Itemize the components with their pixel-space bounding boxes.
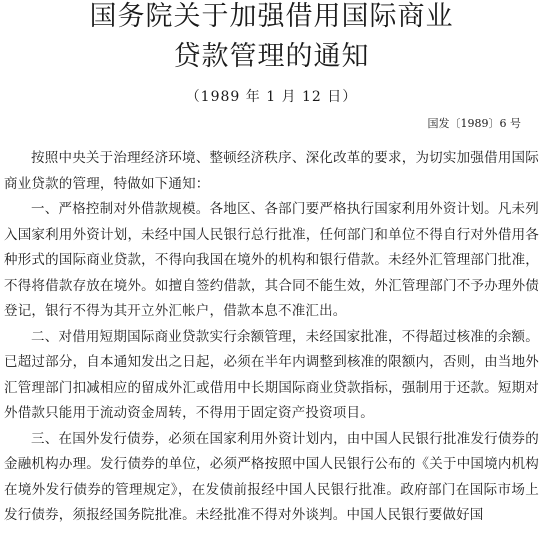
paragraph-section-2: 二、对借用短期国际商业贷款实行余额管理，未经国家批准，不得超过核准的余额。已超过部分，自本通知发出之日起，必须在半年内调整到核准的限额内，否则，由当地外汇管理部门扣减相应的留成外汇或借用中长期国际商业贷款指标，强制用于还款。短期对外借款只能用于流动资金周转，不得用于固定资产投资项目。 [4,328,539,421]
document-number: 国发〔1989〕6 号 [427,117,521,130]
document-date: （1989 年 1 月 12 日） [185,89,358,105]
document-body [4,146,539,529]
paragraph-section-3: 三、在国外发行债券，必须在国家利用外资计划内，由中国人民银行批准发行债券的金融机构办理。发行债券的单位，必须严格按照中国人民银行公布的《关于中国境内机构在境外发行债券的管理规定》，在发债前报经中国人民银行批准。政府部门在国际市场上发行债券，须报经国务院批准。未经批准不得对外谈判。中国人民银行要做好国 [4,430,539,523]
document-title-line-2: 贷款管理的通知 [173,41,370,72]
document-title-line-1: 国务院关于加强借用国际商业 [89,1,454,32]
paragraph-intro: 按照中央关于治理经济环境、整顿经济秩序、深化改革的要求，为切实加强借用国际商业贷款的管理，特做如下通知： [4,150,539,192]
paragraph-section-1: 一、严格控制对外借款规模。各地区、各部门要严格执行国家利用外资计划。凡未列入国家利用外资计划，未经中国人民银行总行批准，任何部门和单位不得自行对外借用各种形式的国际商业贷款，不得向我国在境外的机构和银行借款。未经外汇管理部门批准，不得将借款存放在境外。如擅自签约借款，其合同不能生效，外汇管理部门不予办理外债登记，银行不得为其开立外汇帐户，借款本息不准汇出。 [4,201,539,319]
